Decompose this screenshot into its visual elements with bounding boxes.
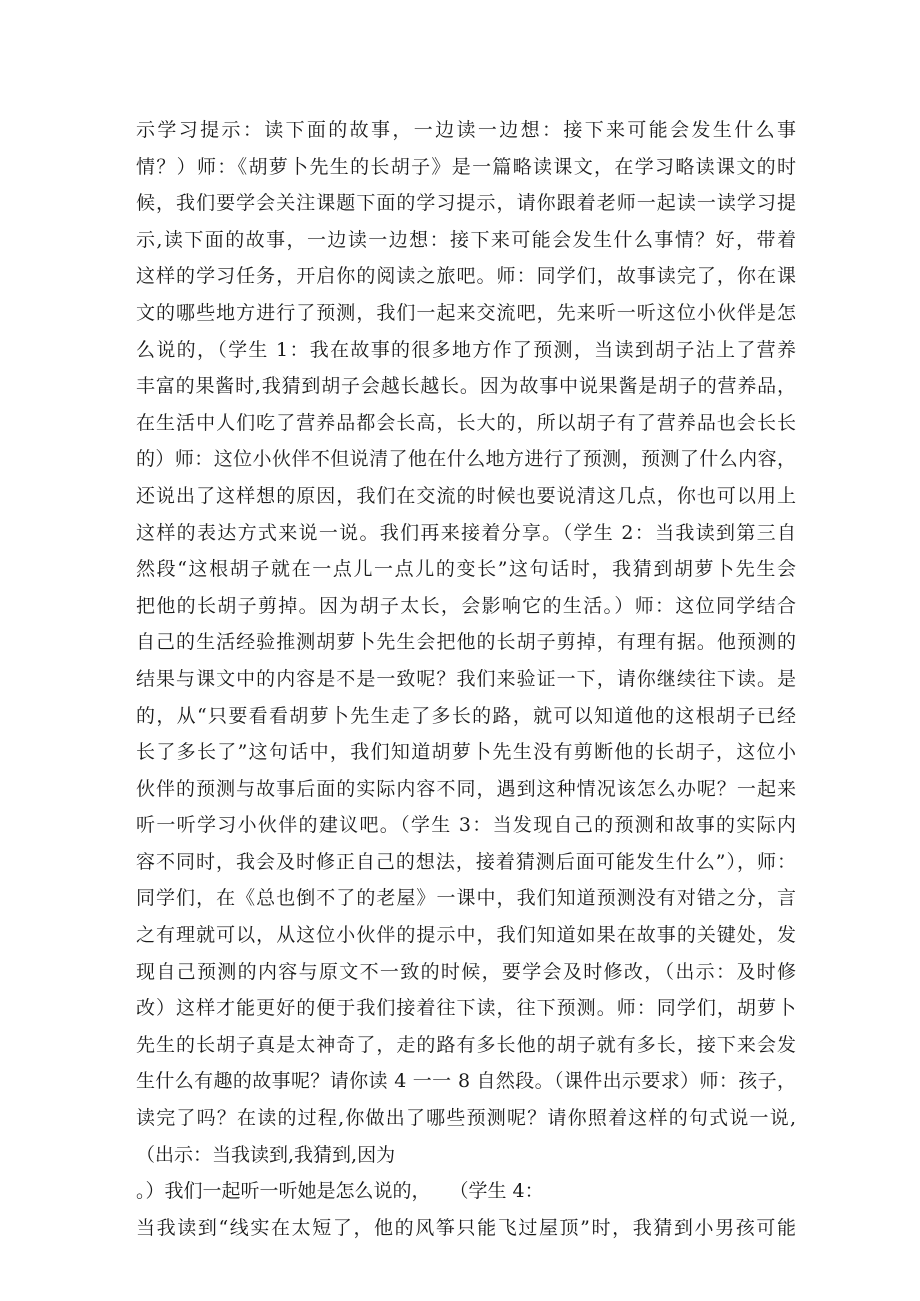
text-line: 示,读下面的故事，一边读一边想：接下来可能会发生什么事情？好，带着 — [136, 228, 796, 251]
text-line: 读完了吗？在读的过程,你做出了哪些预测呢？请你照着这样的句式说一说, — [136, 1107, 796, 1130]
text-line: 改）这样才能更好的便于我们接着往下读，往下预测。师：同学们，胡萝卜 — [136, 997, 796, 1020]
text-line: 然段“这根胡子就在一点儿一点儿的变长”这句话时，我猜到胡萝卜先生会 — [136, 558, 796, 581]
text-line: 还说出了这样想的原因，我们在交流的时候也要说清这几点，你也可以用上 — [136, 484, 796, 507]
text-line: 在生活中人们吃了营养品都会长高，长大的，所以胡子有了营养品也会长长 — [136, 411, 796, 434]
text-line: 这样的学习任务，开启你的阅读之旅吧。师：同学们，故事读完了，你在课 — [136, 265, 796, 288]
text-line: （出示：当我读到,我猜到,因为 — [136, 1143, 396, 1166]
text-line: 么说的，（学生 1：我在故事的很多地方作了预测，当读到胡子沾上了营养 — [136, 338, 796, 361]
text-line: 把他的长胡子剪掉。因为胡子太长，会影响它的生活。）师：这位同学结合 — [136, 594, 796, 617]
text-line: 伙伴的预测与故事后面的实际内容不同，遇到这种情况该怎么办呢？一起来 — [136, 777, 796, 800]
text-line: 生什么有趣的故事呢？请你读 4 一一 8 自然段。（课件出示要求）师：孩子， — [136, 1070, 796, 1093]
text-line: 的）师：这位小伙伴不但说清了他在什么地方进行了预测，预测了什么内容， — [136, 448, 796, 471]
text-line: 的，从“只要看看胡萝卜先生走了多长的路，就可以知道他的这根胡子已经 — [136, 704, 796, 727]
text-line: 文的哪些地方进行了预测，我们一起来交流吧，先来听一听这位小伙伴是怎 — [136, 301, 796, 324]
text-line: 。）我们一起听一听她是怎么说的， （学生 4： — [136, 1180, 544, 1203]
text-line: 丰富的果酱时,我猜到胡子会越长越长。因为故事中说果酱是胡子的营养品， — [136, 375, 796, 398]
text-line: 候，我们要学会关注课题下面的学习提示，请你跟着老师一起读一读学习提 — [136, 192, 796, 215]
text-line: 自己的生活经验推测胡萝卜先生会把他的长胡子剪掉，有理有据。他预测的 — [136, 631, 796, 654]
text-line: 这样的表达方式来说一说。我们再来接着分享。（学生 2：当我读到第三自 — [136, 521, 796, 544]
text-line: 先生的长胡子真是太神奇了，走的路有多长他的胡子就有多长，接下来会发 — [136, 1033, 796, 1056]
body-text — [136, 112, 796, 1246]
text-line: 示学习提示：读下面的故事，一边读一边想：接下来可能会发生什么事 — [136, 119, 796, 141]
text-line: 之有理就可以，从这位小伙伴的提示中，我们知道如果在故事的关键处，发 — [136, 924, 796, 947]
text-line: 容不同时，我会及时修正自己的想法，接着猜测后面可能发生什么”），师： — [136, 850, 796, 873]
text-line: 听一听学习小伙伴的建议吧。（学生 3：当发现自己的预测和故事的实际内 — [136, 814, 796, 837]
text-line: 结果与课文中的内容是不是一致呢？我们来验证一下，请你继续往下读。是 — [136, 667, 796, 690]
text-line: 现自己预测的内容与原文不一致的时候，要学会及时修改，（出示：及时修 — [136, 960, 796, 983]
text-line: 长了多长了”这句话中，我们知道胡萝卜先生没有剪断他的长胡子，这位小 — [136, 741, 796, 764]
text-line: 当我读到“线实在太短了，他的风筝只能飞过屋顶”时，我猜到小男孩可能 — [136, 1216, 796, 1239]
text-line: 同学们，在《总也倒不了的老屋》一课中，我们知道预测没有对错之分，言 — [136, 887, 796, 910]
text-line: 情？）师：《胡萝卜先生的长胡子》是一篇略读课文，在学习略读课文的时 — [136, 155, 796, 178]
